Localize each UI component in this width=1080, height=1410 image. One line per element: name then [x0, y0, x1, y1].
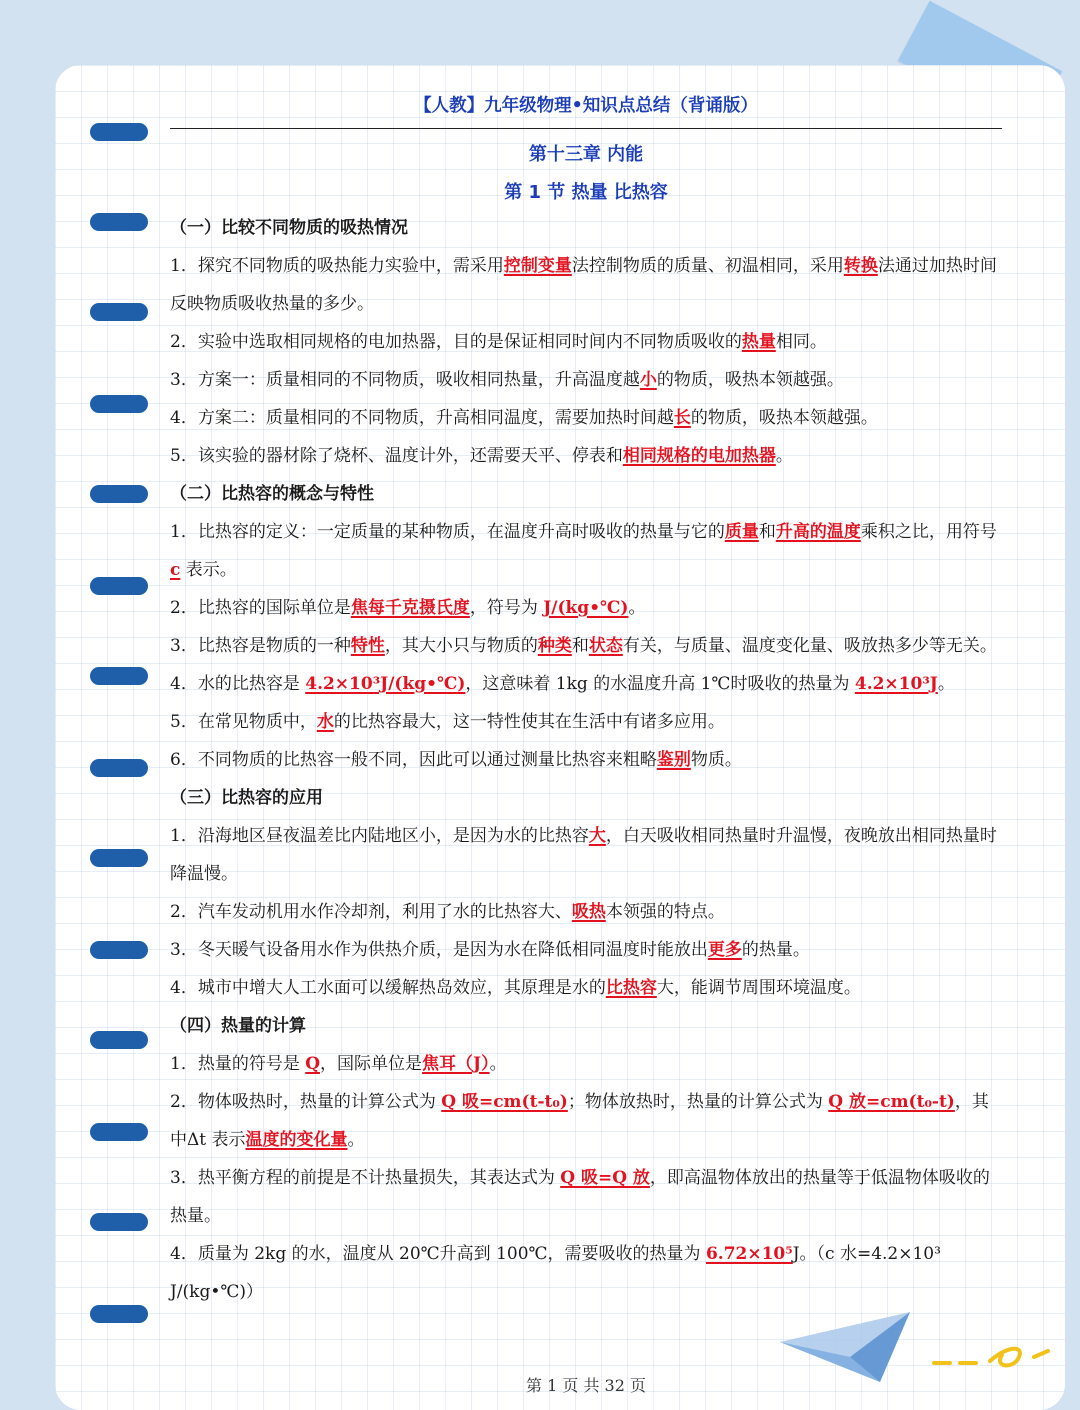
- section-title: 第 1 节 热量 比热容: [504, 182, 668, 203]
- answer-blank: 4.2×10³J/(kg•℃): [305, 674, 466, 694]
- note-text: 。: [775, 446, 793, 466]
- answer-blank: 升高的温度: [775, 522, 861, 542]
- binder-ring: [90, 213, 156, 231]
- answer-blank: 水: [316, 712, 334, 732]
- document-header: 【人教】九年级物理•知识点总结（背诵版）: [414, 96, 758, 116]
- note-text: 3．方案一：质量相同的不同物质，吸收相同热量，升高温度越: [170, 370, 640, 390]
- note-item: [170, 437, 1002, 475]
- note-text: 乘积之比，用符号: [860, 522, 997, 542]
- binder-ring: [90, 577, 156, 595]
- note-text: 1．沿海地区昼夜温差比内陆地区小，是因为水的比热容: [170, 826, 589, 846]
- answer-blank: 比热容: [605, 978, 657, 998]
- note-text: 5．该实验的器材除了烧杯、温度计外，还需要天平、停表和: [170, 446, 623, 466]
- answer-blank: Q 吸=Q 放: [560, 1168, 650, 1188]
- note-item: [170, 1083, 1002, 1159]
- note-text: 3．冬天暖气设备用水作为供热介质，是因为水在降低相同温度时能放出: [170, 940, 708, 960]
- answer-blank: 焦每千克摄氏度: [350, 598, 470, 618]
- note-text: 1．探究不同物质的吸热能力实验中，需采用: [170, 256, 504, 276]
- note-text: ，国际单位是: [320, 1054, 423, 1074]
- binder-ring: [90, 485, 156, 503]
- binder-ring: [90, 941, 156, 959]
- binder-ring: [90, 395, 156, 413]
- answer-blank: c: [170, 560, 181, 580]
- note-text: 6．不同物质的比热容一般不同，因此可以通过测量比热容来粗略: [170, 750, 657, 770]
- header-divider: [170, 128, 1002, 129]
- note-item: [170, 817, 1002, 893]
- note-text: ，白天吸收相同热量时升温慢，夜晚放出相同热量时降温慢。: [170, 826, 997, 884]
- section-heading: [170, 779, 1002, 817]
- note-text: 4．城市中增大人工水面可以缓解热岛效应，其原理是水的: [170, 978, 606, 998]
- note-text: 1．比热容的定义：一定质量的某种物质，在温度升高时吸收的热量与它的: [170, 522, 725, 542]
- note-item: [170, 399, 1002, 437]
- note-text: 有关，与质量、温度变化量、吸放热多少等无关。: [622, 636, 997, 656]
- note-text: 4．质量为 2kg 的水，温度从 20℃升高到 100℃，需要吸收的热量为: [170, 1244, 706, 1264]
- binder-ring: [90, 849, 156, 867]
- note-text: 的物质，吸热本领越强。: [690, 408, 878, 428]
- note-text: 的热量。: [741, 940, 810, 960]
- answer-blank: 种类: [537, 636, 572, 656]
- binder-ring: [90, 123, 156, 141]
- note-text: 。: [489, 1054, 507, 1074]
- note-text: 2．比热容的国际单位是: [170, 598, 351, 618]
- note-text: ，即高温物体放出的热量等于低温物体吸收的热量。: [170, 1168, 990, 1226]
- note-text: 1．热量的符号是: [170, 1054, 306, 1074]
- note-item: [170, 969, 1002, 1007]
- answer-blank: Q 放=cm(t₀-t): [828, 1092, 955, 1112]
- note-text: 4．水的比热容是: [170, 674, 306, 694]
- answer-blank: 控制变量: [503, 256, 572, 276]
- answer-blank: J/(kg•℃): [543, 598, 629, 618]
- binder-ring: [90, 667, 156, 685]
- doodle-decoration: [930, 1335, 1070, 1375]
- note-item: [170, 361, 1002, 399]
- note-text: 相同。: [775, 332, 827, 352]
- binder-ring: [90, 1031, 156, 1049]
- answer-blank: 吸热: [571, 902, 606, 922]
- note-item: [170, 627, 1002, 665]
- note-text: ；物体放热时，热量的计算公式为: [567, 1092, 829, 1112]
- binder-ring: [90, 303, 156, 321]
- answer-blank: Q: [305, 1054, 321, 1074]
- note-item: [170, 247, 1002, 323]
- binder-ring: [90, 759, 156, 777]
- answer-blank: 特性: [350, 636, 385, 656]
- note-text: 本领强的特点。: [605, 902, 725, 922]
- note-text: 。: [347, 1130, 365, 1150]
- note-text: J。（c 水=4.2×10³ J/(kg•℃)）: [170, 1244, 941, 1302]
- answer-blank: 4.2×10³J: [854, 674, 938, 694]
- note-item: [170, 589, 1002, 627]
- note-text: 4．方案二：质量相同的不同物质，升高相同温度，需要加热时间越: [170, 408, 674, 428]
- note-text: ，其大小只与物质的: [384, 636, 538, 656]
- note-item: [170, 741, 1002, 779]
- answer-blank: 大: [588, 826, 606, 846]
- binder-ring: [90, 1123, 156, 1141]
- note-item: [170, 1045, 1002, 1083]
- note-text: 。: [628, 598, 646, 618]
- note-text: 2．汽车发动机用水作冷却剂，利用了水的比热容大、: [170, 902, 572, 922]
- answer-blank: 更多: [707, 940, 742, 960]
- note-item: [170, 665, 1002, 703]
- section-heading: [170, 209, 1002, 247]
- note-text: 的比热容最大，这一特性使其在生活中有诸多应用。: [333, 712, 725, 732]
- note-text: ，符号为: [469, 598, 544, 618]
- answer-blank: 质量: [724, 522, 759, 542]
- note-text: ，其中Δt 表示: [170, 1092, 989, 1150]
- answer-blank: 热量: [741, 332, 776, 352]
- note-item: [170, 323, 1002, 361]
- answer-blank: 相同规格的电加热器: [622, 446, 776, 466]
- note-text: 3．热平衡方程的前提是不计热量损失，其表达式为: [170, 1168, 561, 1188]
- binder-ring: [90, 1213, 156, 1231]
- note-text: （一）比较不同物质的吸热情况: [170, 218, 408, 238]
- notes-content: [170, 209, 1002, 1311]
- answer-blank: 6.72×10⁵: [705, 1244, 793, 1264]
- note-text: 物质。: [690, 750, 742, 770]
- note-text: 的物质，吸热本领越强。: [656, 370, 844, 390]
- section-heading: [170, 475, 1002, 513]
- note-item: [170, 1159, 1002, 1235]
- binder-ring: [90, 1305, 156, 1323]
- section-heading: [170, 1007, 1002, 1045]
- answer-blank: 鉴别: [656, 750, 691, 770]
- note-text: 3．比热容是物质的一种: [170, 636, 351, 656]
- note-text: 2．实验中选取相同规格的电加热器，目的是保证相同时间内不同物质吸收的: [170, 332, 742, 352]
- note-text: 法控制物质的质量、初温相同，采用: [571, 256, 844, 276]
- answer-blank: 转换: [843, 256, 878, 276]
- answer-blank: 温度的变化量: [245, 1130, 348, 1150]
- answer-blank: Q 吸=cm(t-t₀): [441, 1092, 568, 1112]
- chapter-title: 第十三章 内能: [528, 144, 644, 165]
- note-text: 大，能调节周围环境温度。: [656, 978, 861, 998]
- note-item: [170, 513, 1002, 589]
- note-text: 和: [571, 636, 589, 656]
- note-text: 2．物体吸热时，热量的计算公式为: [170, 1092, 442, 1112]
- note-item: [170, 1235, 1002, 1311]
- note-text: （二）比热容的概念与特性: [170, 484, 374, 504]
- answer-blank: 焦耳（J）: [422, 1054, 490, 1074]
- note-text: 表示。: [180, 560, 237, 580]
- answer-blank: 长: [673, 408, 691, 428]
- note-item: [170, 703, 1002, 741]
- note-text: （四）热量的计算: [170, 1016, 306, 1036]
- note-text: 5．在常见物质中，: [170, 712, 317, 732]
- note-text: ，这意味着 1kg 的水温度升高 1℃时吸收的热量为: [465, 674, 855, 694]
- note-text: （三）比热容的应用: [170, 788, 323, 808]
- note-item: [170, 931, 1002, 969]
- note-text: 。: [937, 674, 955, 694]
- note-text: 法通过加热时间反映物质吸收热量的多少。: [170, 256, 997, 314]
- answer-blank: 状态: [588, 636, 623, 656]
- note-item: [170, 893, 1002, 931]
- page-number: 第 1 页 共 32 页: [526, 1376, 646, 1395]
- note-text: 和: [758, 522, 776, 542]
- answer-blank: 小: [639, 370, 657, 390]
